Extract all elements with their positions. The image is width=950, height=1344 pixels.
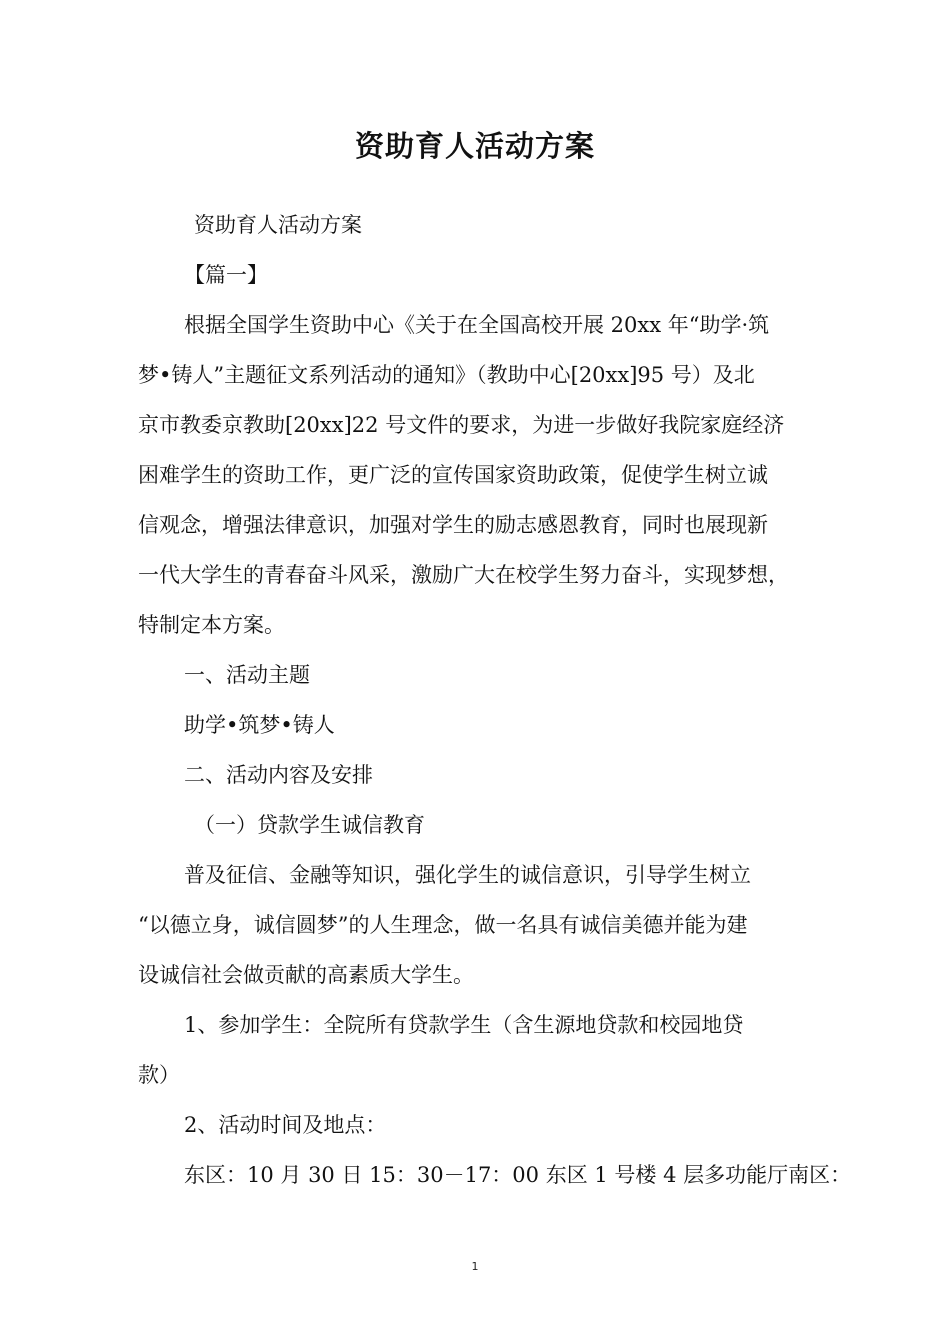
item-line: 1、参加学生：全院所有贷款学生（含生源地贷款和校园地贷 bbox=[184, 1013, 744, 1037]
document-subtitle: 资助育人活动方案 bbox=[194, 213, 362, 237]
intro-line: 特制定本方案。 bbox=[138, 613, 285, 637]
intro-paragraph bbox=[138, 300, 838, 650]
item-line: 款） bbox=[138, 1063, 180, 1087]
page-number: 1 bbox=[471, 1260, 479, 1273]
intro-line: 京市教委京教助[20xx]22 号文件的要求，为进一步做好我院家庭经济 bbox=[138, 413, 785, 437]
item-participants bbox=[138, 1000, 838, 1100]
edu-line: 普及征信、金融等知识，强化学生的诚信意识，引导学生树立 bbox=[184, 863, 751, 887]
section-marker: 【篇一】 bbox=[184, 263, 268, 287]
intro-line: 信观念，增强法律意识，加强对学生的励志感恩教育，同时也展现新 bbox=[138, 513, 768, 537]
heading-activity-theme: 一、活动主题 bbox=[184, 663, 310, 687]
activity-theme-text: 助学•筑梦•铸人 bbox=[184, 713, 335, 737]
edu-line: “以德立身，诚信圆梦”的人生理念，做一名具有诚信美德并能为建 bbox=[138, 913, 748, 937]
intro-line: 根据全国学生资助中心《关于在全国高校开展 20xx 年“助学·筑 bbox=[184, 313, 770, 337]
east-area-schedule: 东区：10 月 30 日 15：30－17：00 东区 1 号楼 4 层多功能厅南区： bbox=[184, 1163, 852, 1187]
credit-education-paragraph bbox=[138, 850, 838, 1000]
intro-line: 梦•铸人”主题征文系列活动的通知》（教助中心[20xx]95 号）及北 bbox=[138, 363, 755, 387]
document-body bbox=[138, 200, 852, 1200]
intro-line: 一代大学生的青春奋斗风采，激励广大在校学生努力奋斗，实现梦想， bbox=[138, 563, 789, 587]
document-title: 资助育人活动方案 bbox=[354, 129, 595, 163]
heading-activity-content: 二、活动内容及安排 bbox=[184, 763, 373, 787]
intro-line: 困难学生的资助工作，更广泛的宣传国家资助政策，促使学生树立诚 bbox=[138, 463, 768, 487]
item-time-location: 2、活动时间及地点： bbox=[184, 1113, 387, 1137]
subheading-credit-education: （一）贷款学生诚信教育 bbox=[194, 813, 425, 837]
edu-line: 设诚信社会做贡献的高素质大学生。 bbox=[138, 963, 474, 987]
